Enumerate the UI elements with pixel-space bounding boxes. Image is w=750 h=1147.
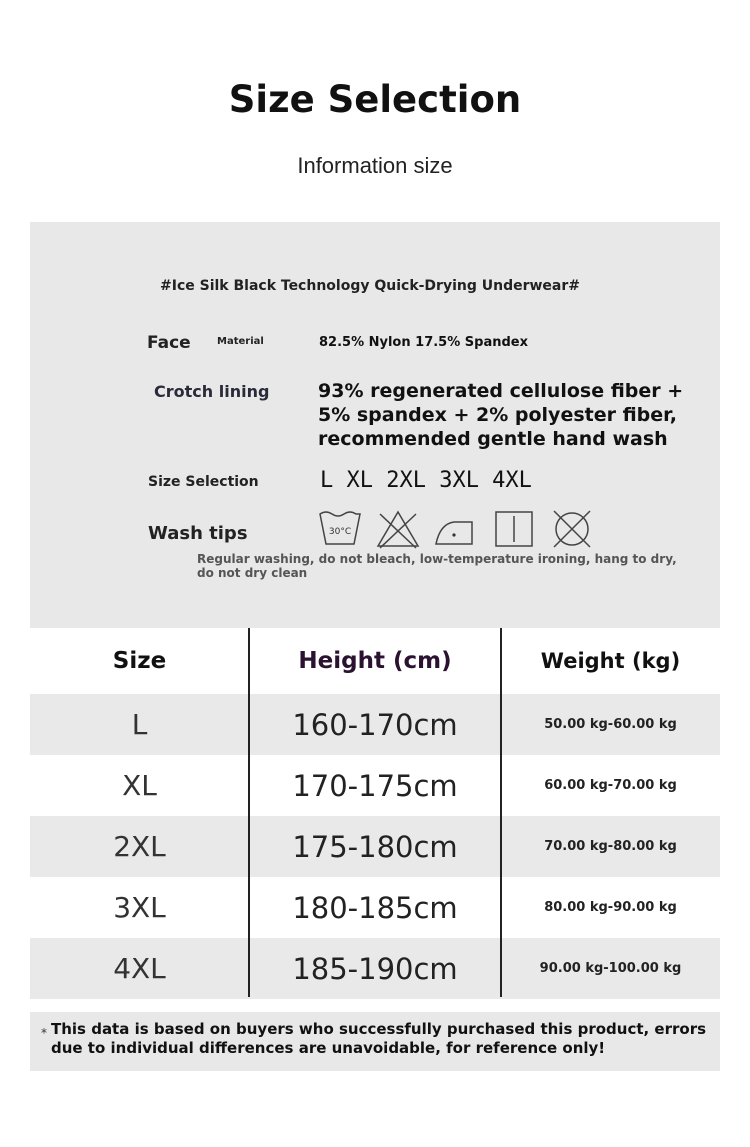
size-selection-label: Size Selection — [148, 474, 259, 490]
header-height: Height (cm) — [298, 648, 452, 674]
table-row — [30, 816, 720, 877]
page-title: Size Selection — [228, 78, 522, 121]
hang-dry-icon — [490, 508, 538, 550]
cell-height: 160-170cm — [292, 707, 458, 742]
wash-icons — [316, 508, 606, 550]
cell-size: XL — [122, 769, 157, 802]
table-row — [30, 755, 720, 816]
cell-height: 170-175cm — [292, 768, 458, 803]
disclaimer-text: This data is based on buyers who successfully purchased this product, errors due to individual differences are unavoidable, for reference only! — [51, 1020, 707, 1057]
low-temp-iron-icon — [432, 508, 480, 550]
table-row — [30, 938, 720, 999]
cell-size: 2XL — [113, 830, 166, 863]
table-row — [30, 694, 720, 755]
wash-tips-note: Regular washing, do not bleach, low-temperature ironing, hang to dry, do not dry clean — [197, 552, 677, 580]
crotch-lining-label: Crotch lining — [154, 382, 270, 401]
cell-height: 175-180cm — [292, 829, 458, 864]
wash-tips-label: Wash tips — [148, 523, 248, 544]
page-subtitle: Information size — [297, 153, 453, 178]
do-not-bleach-icon — [374, 508, 422, 550]
do-not-dry-clean-icon — [548, 508, 596, 550]
column-divider — [248, 628, 250, 997]
table-row — [30, 877, 720, 938]
header-weight: Weight (kg) — [540, 649, 681, 673]
size-selection-value: L XL 2XL 3XL 4XL — [320, 468, 532, 493]
cell-height: 185-190cm — [292, 951, 458, 986]
disclaimer-box — [30, 1012, 720, 1071]
cell-height: 180-185cm — [292, 890, 458, 925]
cell-size: 3XL — [113, 891, 166, 924]
disclaimer-marker: * — [41, 1026, 47, 1040]
cell-weight: 50.00 kg-60.00 kg — [544, 717, 677, 732]
wash-temp-text: 30°C — [328, 527, 352, 537]
wash-30c-icon — [316, 508, 364, 550]
face-material-value: 82.5% Nylon 17.5% Spandex — [319, 335, 528, 350]
crotch-lining-value: 93% regenerated cellulose fiber + 5% spandex + 2% polyester fiber, recommended gentle hand wash — [318, 380, 684, 450]
cell-size: 4XL — [113, 952, 166, 985]
cell-weight: 80.00 kg-90.00 kg — [544, 900, 677, 915]
cell-weight: 90.00 kg-100.00 kg — [539, 961, 682, 976]
header-size: Size — [112, 648, 167, 674]
size-table-header — [30, 628, 720, 694]
size-table — [30, 628, 720, 997]
product-heading: #Ice Silk Black Technology Quick-Drying Underwear# — [160, 278, 581, 294]
product-info-panel — [30, 222, 720, 628]
column-divider — [500, 628, 502, 997]
cell-weight: 70.00 kg-80.00 kg — [544, 839, 677, 854]
face-label: Face — [147, 333, 191, 353]
face-material-label: Material — [217, 336, 264, 347]
cell-weight: 60.00 kg-70.00 kg — [544, 778, 677, 793]
cell-size: L — [131, 708, 148, 741]
